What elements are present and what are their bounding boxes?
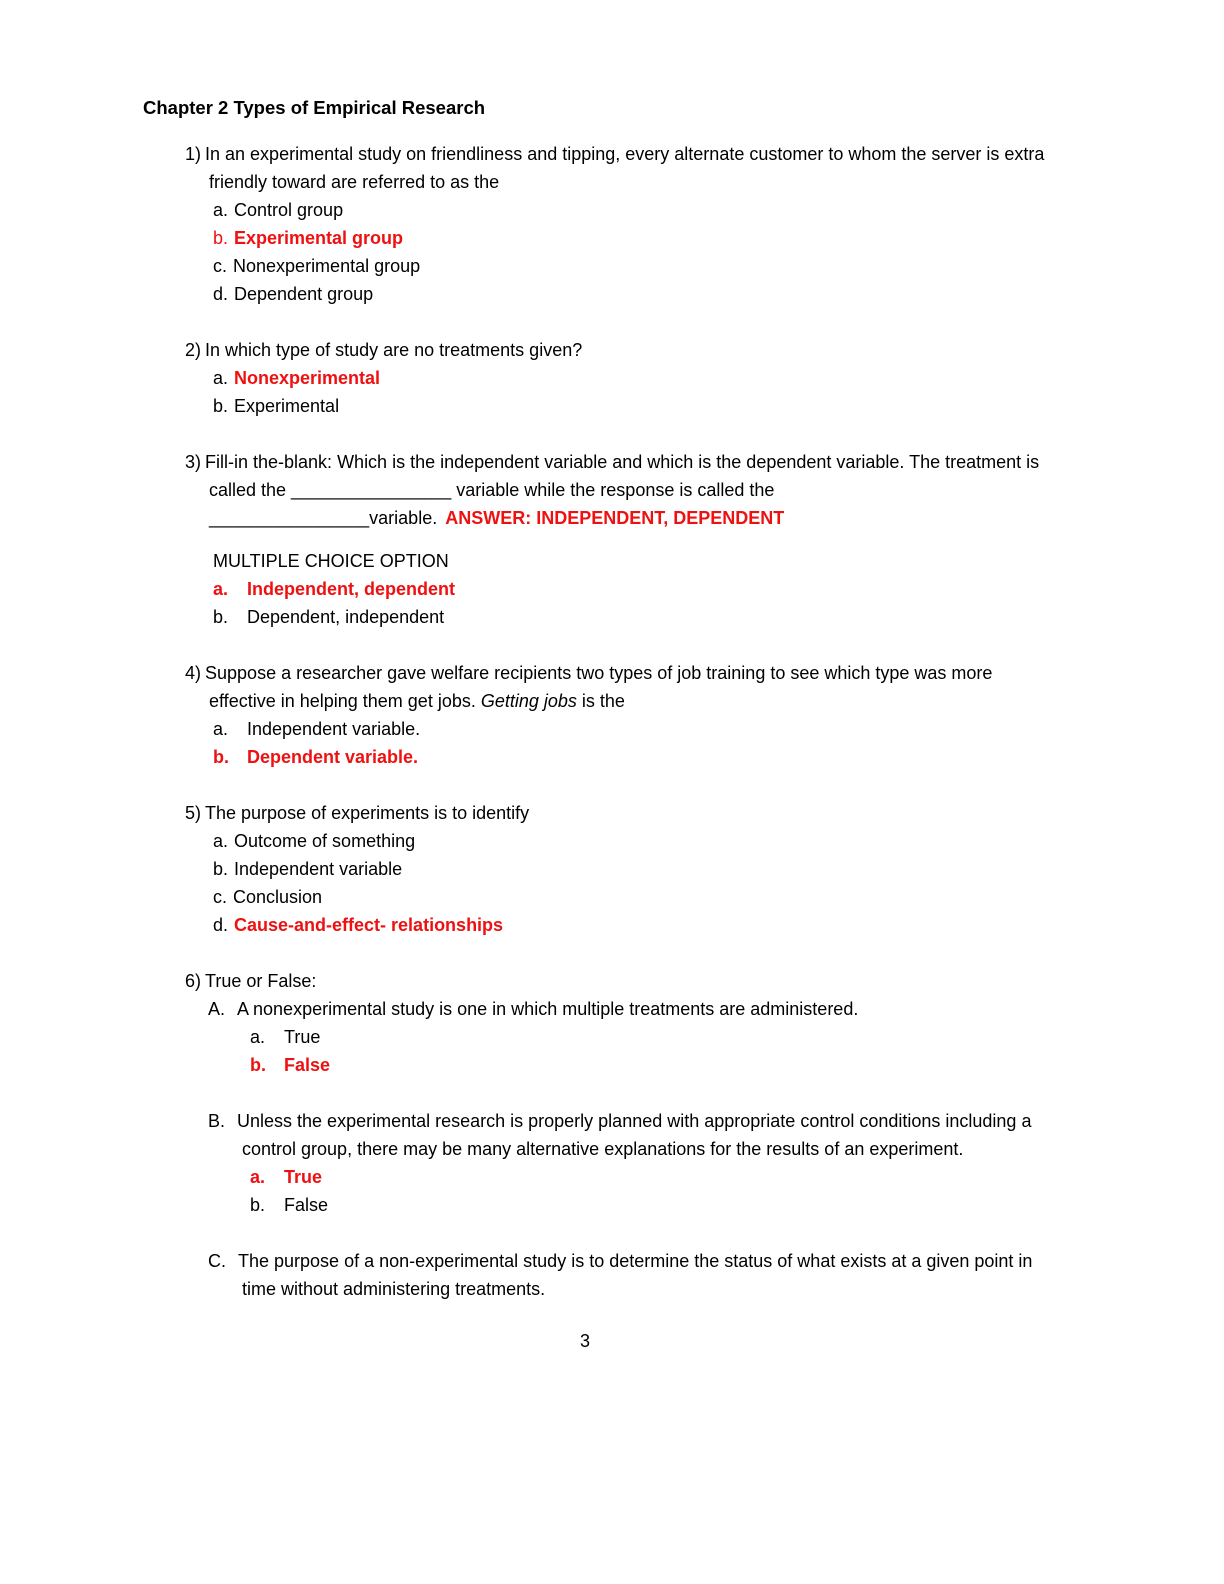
question-6	[185, 967, 1054, 1303]
option-a	[213, 827, 1054, 855]
question-2	[185, 336, 1054, 420]
option-b-answer	[213, 743, 1054, 771]
true-false-part-b	[208, 1107, 1054, 1219]
multiple-choice-heading: MULTIPLE CHOICE OPTION	[213, 551, 449, 571]
option-letter: b.	[213, 607, 229, 627]
option-letter: a.	[213, 579, 229, 599]
option-text: Independent variable.	[247, 719, 421, 739]
option-false-answer	[250, 1051, 1054, 1079]
option-d-answer	[213, 911, 1054, 939]
option-text: Conclusion	[233, 887, 323, 907]
true-false-part-a	[208, 995, 1054, 1079]
option-a-answer	[213, 575, 1054, 603]
option-text: False	[284, 1055, 331, 1075]
option-letter: d.	[213, 284, 229, 304]
question-3-options	[213, 575, 1054, 631]
true-false-part-c	[208, 1247, 1054, 1303]
question-1-number: 1)	[185, 144, 202, 164]
option-c	[213, 883, 1054, 911]
option-letter: b.	[213, 396, 229, 416]
question-6-text: True or False:	[205, 971, 317, 991]
option-text: Experimental group	[234, 228, 404, 248]
option-text: Dependent, independent	[247, 607, 445, 627]
option-text: Nonexperimental group	[233, 256, 421, 276]
chapter-heading: Chapter 2 Types of Empirical Research	[143, 97, 486, 118]
option-letter: a.	[250, 1167, 266, 1187]
question-5-options	[213, 827, 1054, 939]
part-text: The purpose of a non-experimental study is to determine the status of what exists at a given point in time without administering treatments.	[238, 1251, 1033, 1299]
option-text: Independent, dependent	[247, 579, 456, 599]
question-1-options	[213, 196, 1054, 308]
part-b-statement	[208, 1107, 1054, 1163]
option-text: Nonexperimental	[234, 368, 381, 388]
option-false	[250, 1191, 1054, 1219]
option-a	[213, 715, 1054, 743]
question-4-text-pre: Suppose a researcher gave welfare recipients two types of job training to see which type was more effective in helping them get jobs.	[205, 663, 993, 711]
question-5-text: The purpose of experiments is to identify	[205, 803, 530, 823]
option-text: True	[284, 1167, 323, 1187]
question-5	[185, 799, 1054, 939]
option-b	[213, 392, 1054, 420]
option-c	[213, 252, 1054, 280]
question-3	[185, 448, 1054, 631]
option-text: True	[284, 1027, 321, 1047]
option-text: Cause-and-effect- relationships	[234, 915, 504, 935]
option-letter: b.	[213, 228, 229, 248]
question-4	[185, 659, 1054, 771]
option-text: Experimental	[234, 396, 340, 416]
option-letter: a.	[213, 831, 229, 851]
question-1-stem	[185, 140, 1054, 196]
part-letter: C.	[208, 1251, 226, 1271]
part-b-options	[250, 1163, 1054, 1219]
option-true	[250, 1023, 1054, 1051]
question-3-text: Fill-in the-blank: Which is the independent variable and which is the dependent variable. The treatment is called the ________________ variable while the response is called the ________________variable.	[205, 452, 1040, 528]
question-1-text: In an experimental study on friendliness and tipping, every alternate customer to whom the server is extra friendly toward are referred to as the	[205, 144, 1045, 192]
option-b-answer	[213, 224, 1054, 252]
option-text: Dependent group	[234, 284, 374, 304]
question-1	[185, 140, 1054, 308]
part-text: A nonexperimental study is one in which multiple treatments are administered.	[237, 999, 859, 1019]
option-letter: c.	[213, 887, 228, 907]
question-5-stem	[185, 799, 1054, 827]
question-4-options	[213, 715, 1054, 771]
option-letter: b.	[250, 1195, 266, 1215]
option-text: False	[284, 1195, 329, 1215]
option-text: Outcome of something	[234, 831, 416, 851]
option-true-answer	[250, 1163, 1054, 1191]
question-4-text-italic: Getting jobs	[480, 691, 577, 711]
option-letter: c.	[213, 256, 228, 276]
part-a-options	[250, 1023, 1054, 1079]
option-letter: d.	[213, 915, 229, 935]
part-letter: A.	[208, 999, 226, 1019]
part-a-statement	[208, 995, 1054, 1023]
part-letter: B.	[208, 1111, 226, 1131]
question-2-text: In which type of study are no treatments given?	[205, 340, 583, 360]
part-c-statement	[208, 1247, 1054, 1303]
option-letter: b.	[213, 859, 229, 879]
question-2-stem	[185, 336, 1054, 364]
option-letter: a.	[250, 1027, 266, 1047]
question-4-stem	[185, 659, 1054, 715]
option-b	[213, 855, 1054, 883]
option-letter: b.	[250, 1055, 266, 1075]
part-text: Unless the experimental research is properly planned with appropriate control conditions including a control group, there may be many alternative explanations for the results of an experiment.	[237, 1111, 1032, 1159]
option-a-answer	[213, 364, 1054, 392]
question-6-number: 6)	[185, 971, 202, 991]
question-2-options	[213, 364, 1054, 420]
question-4-number: 4)	[185, 663, 202, 683]
question-3-answer-note: ANSWER: INDEPENDENT, DEPENDENT	[445, 508, 785, 528]
option-b	[213, 603, 1054, 631]
option-letter: b.	[213, 747, 229, 767]
question-3-number: 3)	[185, 452, 202, 472]
option-a	[213, 196, 1054, 224]
option-letter: a.	[213, 368, 229, 388]
question-6-stem	[185, 967, 1054, 995]
page-number: 3	[579, 1331, 590, 1351]
option-d	[213, 280, 1054, 308]
option-letter: a.	[213, 200, 229, 220]
option-text: Dependent variable.	[247, 747, 419, 767]
option-letter: a.	[213, 719, 229, 739]
question-4-text-post: is the	[576, 691, 625, 711]
option-text: Independent variable	[234, 859, 403, 879]
question-5-number: 5)	[185, 803, 202, 823]
question-3-stem	[185, 448, 1054, 532]
option-text: Control group	[234, 200, 344, 220]
question-2-number: 2)	[185, 340, 202, 360]
